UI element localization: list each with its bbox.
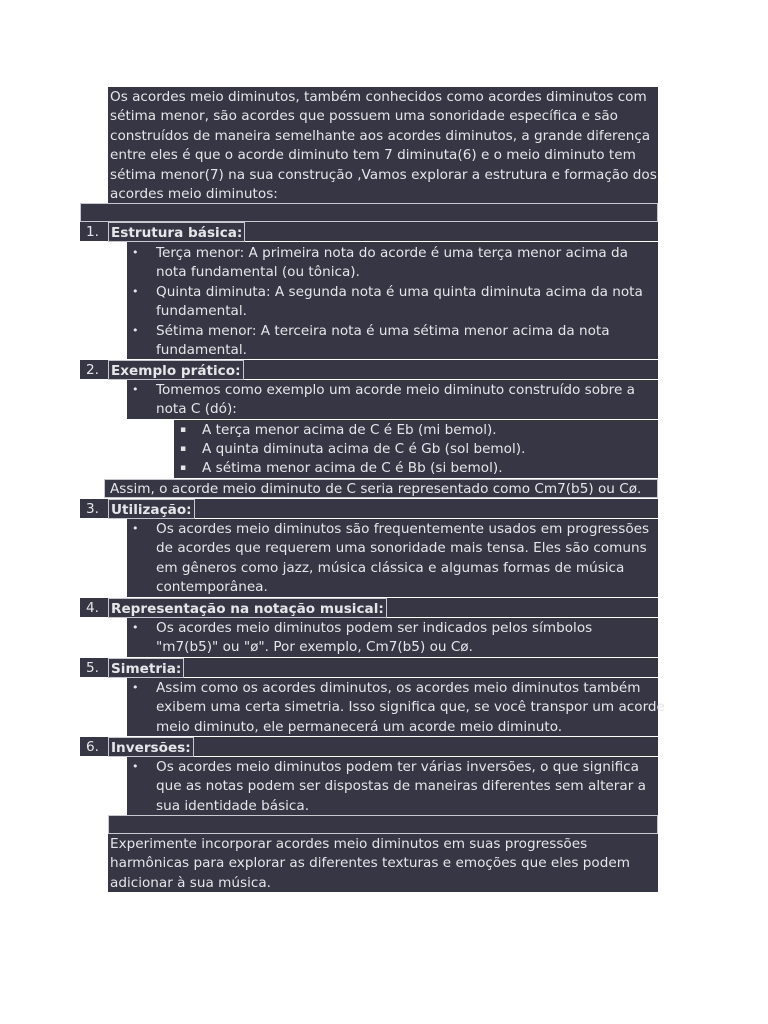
- section-heading: Inversões:: [108, 737, 194, 757]
- section-number: 1.: [86, 224, 99, 240]
- conclusion-text: Assim, o acorde meio diminuto de C seria representado como Cm7(b5) ou Cø.: [110, 481, 642, 497]
- empty-row: [80, 203, 658, 222]
- bullet-text: Sétima menor: A terceira nota é uma sétima menor acima da nota: [156, 323, 610, 339]
- bullet-text: exibem uma certa simetria. Isso significa que, se você transpor um acorde: [156, 699, 665, 715]
- bullet-text: nota C (dó):: [156, 401, 237, 417]
- section-number: 5.: [86, 660, 99, 676]
- bullet-text: Os acordes meio diminutos podem ser indicados pelos símbolos: [156, 620, 593, 636]
- bullet-text: Quinta diminuta: A segunda nota é uma quinta diminuta acima da nota: [156, 284, 643, 300]
- section-number: 6.: [86, 739, 99, 755]
- bullet-text: sua identidade básica.: [156, 798, 310, 814]
- sub-bullet-text: A terça menor acima de C é Eb (mi bemol).: [202, 422, 497, 438]
- bullet-text: meio diminuto, ele permanecerá um acorde meio diminuto.: [156, 719, 563, 735]
- bullet-icon: •: [132, 246, 139, 259]
- empty-row: [108, 815, 658, 834]
- closing-line: harmônicas para explorar as diferentes texturas e emoções que eles podem: [110, 855, 630, 871]
- intro-line: sétima menor(7) na sua construção ,Vamos explorar a estrutura e formação dos: [110, 167, 657, 183]
- intro-line: construídos de maneira semelhante aos acordes diminutos, a grande diferença: [110, 128, 651, 144]
- bullet-text: fundamental.: [156, 303, 247, 319]
- bullet-icon: •: [132, 324, 139, 337]
- bullet-text: Tomemos como exemplo um acorde meio diminuto construído sobre a: [156, 382, 635, 398]
- intro-line: Os acordes meio diminutos, também conhecidos como acordes diminutos com: [110, 89, 647, 105]
- intro-line: acordes meio diminutos:: [110, 186, 278, 202]
- bullet-text: que as notas podem ser dispostas de maneiras diferentes sem alterar a: [156, 778, 646, 794]
- bullet-text: em gêneros como jazz, música clássica e algumas formas de música: [156, 560, 625, 576]
- square-bullet-icon: ▪: [180, 463, 187, 473]
- closing-line: Experimente incorporar acordes meio diminutos em suas progressões: [110, 836, 588, 852]
- section-heading: Exemplo prático:: [108, 360, 244, 380]
- bullet-icon: •: [132, 522, 139, 535]
- bullet-icon: •: [132, 681, 139, 694]
- bullet-text: nota fundamental (ou tônica).: [156, 264, 360, 280]
- bullet-text: de acordes que requerem uma sonoridade mais tensa. Eles são comuns: [156, 540, 647, 556]
- section-heading: Estrutura básica:: [108, 222, 245, 242]
- section-heading: Simetria:: [108, 658, 184, 678]
- closing-line: adicionar à sua música.: [110, 875, 272, 891]
- bullet-icon: •: [132, 285, 139, 298]
- square-bullet-icon: ▪: [180, 444, 187, 454]
- section-heading: Representação na notação musical:: [108, 598, 387, 618]
- bullet-text: Terça menor: A primeira nota do acorde é uma terça menor acima da: [156, 245, 628, 261]
- intro-line: entre eles é que o acorde diminuto tem 7 diminuta(6) e o meio diminuto tem: [110, 147, 636, 163]
- bullet-text: contemporânea.: [156, 579, 268, 595]
- bullet-text: Os acordes meio diminutos são frequentemente usados em progressões: [156, 521, 650, 537]
- bullet-text: fundamental.: [156, 342, 247, 358]
- bullet-icon: •: [132, 383, 139, 396]
- intro-line: sétima menor, são acordes que possuem uma sonoridade específica e são: [110, 108, 618, 124]
- sub-bullet-text: A sétima menor acima de C é Bb (si bemol).: [202, 460, 503, 476]
- section-number: 3.: [86, 501, 99, 517]
- section-number: 2.: [86, 362, 99, 378]
- bullet-icon: •: [132, 621, 139, 634]
- bullet-text: Assim como os acordes diminutos, os acordes meio diminutos também: [156, 680, 641, 696]
- sub-bullet-text: A quinta diminuta acima de C é Gb (sol bemol).: [202, 441, 526, 457]
- section-heading: Utilização:: [108, 499, 195, 519]
- square-bullet-icon: ▪: [180, 425, 187, 435]
- section-number: 4.: [86, 600, 99, 616]
- bullet-text: Os acordes meio diminutos podem ter várias inversões, o que significa: [156, 759, 639, 775]
- bullet-text: "m7(b5)" ou "ø". Por exemplo, Cm7(b5) ou Cø.: [156, 639, 473, 655]
- bullet-icon: •: [132, 760, 139, 773]
